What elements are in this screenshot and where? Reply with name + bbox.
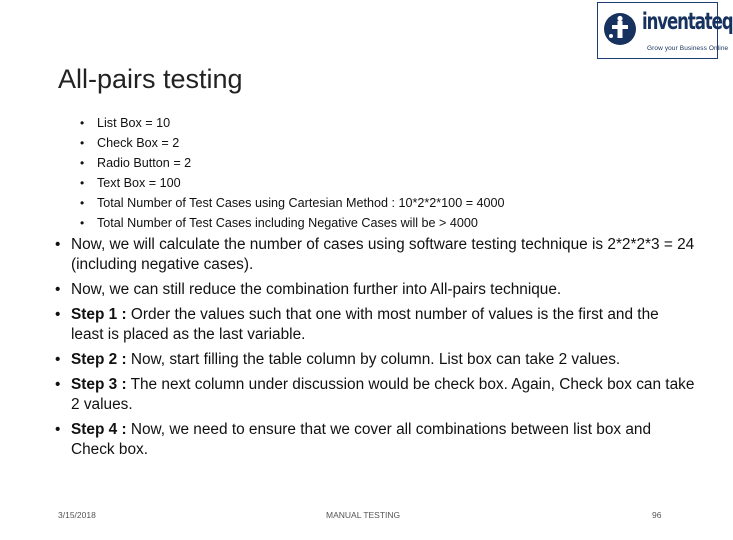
company-logo bbox=[597, 2, 733, 59]
bullet-text: Now, we can still reduce the combination further into All-pairs technique. bbox=[71, 281, 562, 298]
sub-bullet-item: • Total Number of Test Cases using Cartesian Method : 10*2*2*100 = 4000 bbox=[80, 193, 505, 213]
main-bullet-item bbox=[55, 305, 695, 345]
sub-bullet-item: • List Box = 10 bbox=[80, 113, 505, 133]
bullet-lead: Step 3 : bbox=[71, 376, 127, 393]
sub-bullet-list bbox=[80, 113, 505, 233]
sub-bullet-item: • Radio Button = 2 bbox=[80, 153, 505, 173]
bullet-text: The next column under discussion would be check box. Again, Check box can take 2 values. bbox=[71, 376, 695, 413]
slide-title: All-pairs testing bbox=[58, 64, 243, 94]
logo-tagline: Grow your Business Online bbox=[647, 45, 729, 52]
sub-bullet-item: • Total Number of Test Cases including Negative Cases will be > 4000 bbox=[80, 213, 505, 233]
main-bullet-list bbox=[55, 235, 695, 465]
bullet-lead: Step 4 : bbox=[71, 421, 127, 438]
page-number: 96 bbox=[652, 510, 662, 520]
main-bullet-item bbox=[55, 280, 695, 300]
logo-wordmark: inventateq bbox=[642, 9, 733, 35]
main-bullet-item bbox=[55, 235, 695, 275]
footer-title: MANUAL TESTING bbox=[326, 510, 401, 520]
bullet-lead: Step 2 : bbox=[71, 351, 127, 368]
main-bullet-item bbox=[55, 375, 695, 415]
bullet-text: Now, we need to ensure that we cover all combinations between list box and Check box. bbox=[71, 421, 652, 458]
bullet-text: Now, we will calculate the number of cases using software testing technique is 2*2*2*3 = 24 (including negative cases). bbox=[71, 236, 695, 273]
main-bullet-item bbox=[55, 350, 695, 370]
bullet-text: Now, start filling the table column by column. List box can take 2 values. bbox=[126, 351, 621, 368]
footer-date: 3/15/2018 bbox=[58, 510, 96, 520]
logo-mark-icon bbox=[603, 12, 637, 46]
main-bullet-item bbox=[55, 420, 695, 460]
bullet-lead: Step 1 : bbox=[71, 306, 127, 323]
sub-bullet-item: • Check Box = 2 bbox=[80, 133, 505, 153]
bullet-text: Order the values such that one with most number of values is the first and the least is placed as the last variable. bbox=[71, 306, 659, 343]
sub-bullet-item: • Text Box = 100 bbox=[80, 173, 505, 193]
